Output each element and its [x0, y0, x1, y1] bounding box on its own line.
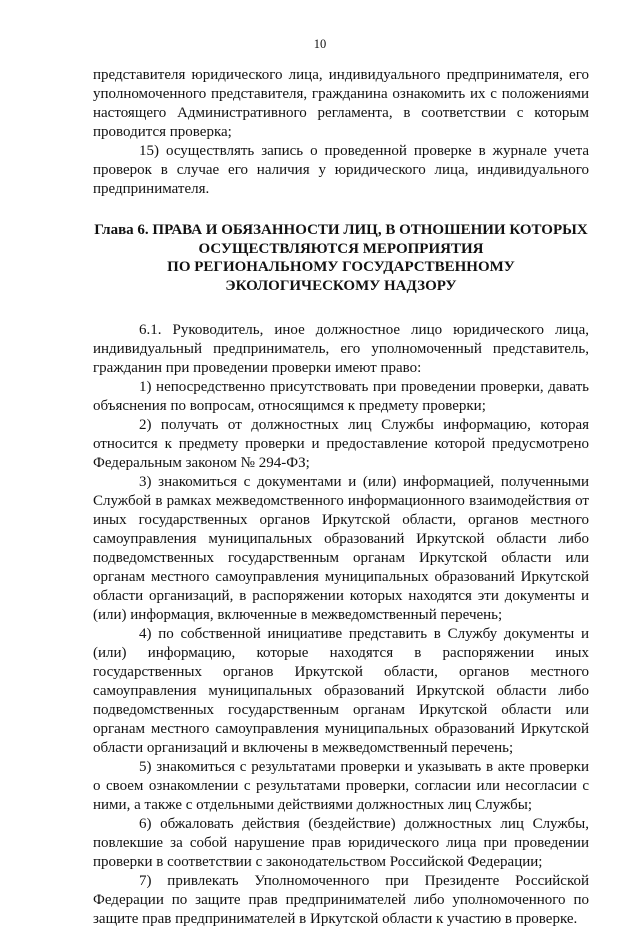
chapter-heading-line: ОСУЩЕСТВЛЯЮТСЯ МЕРОПРИЯТИЯ [198, 240, 484, 257]
section-paragraph: 7) привлекать Уполномоченного при Президенте Российской Федерации по защите прав предпринимателей либо уполномоченного по защите прав предпринимателей в Иркутской области к участию в проверке. [93, 873, 589, 927]
chapter-heading-line: ПО РЕГИОНАЛЬНОМУ ГОСУДАРСТВЕННОМУ [167, 259, 515, 275]
page-number: 10 [313, 37, 327, 51]
chapter-heading-line: ЭКОЛОГИЧЕСКОМУ НАДЗОРУ [225, 277, 457, 294]
section-paragraph: 6) обжаловать действия (бездействие) должностных лиц Службы, повлекшие за собой нарушение прав юридического лица при проведении проверки в соответствии с законодательством Российской Федерации; [93, 816, 589, 870]
chapter-heading [93, 221, 589, 295]
section-paragraph: 6.1. Руководитель, иное должностное лицо юридического лица, индивидуальный предприниматель, его уполномоченный представитель, гражданин при проведении проверки имеют право: [93, 322, 589, 376]
continuation-paragraph: 15) осуществлять запись о проведенной проверке в журнале учета проверок в случае его наличия у юридического лица, индивидуального предпринимателя. [93, 143, 589, 197]
section-paragraph: 4) по собственной инициативе представить в Службу документы и (или) информацию, которые находятся в распоряжении иных государственных органов Иркутской области, органов местного самоуправления муниципальных образований Иркутской области либо подведомственных государственным органам Иркутской области или органам местного самоуправления муниципальных образований Иркутской области организаций и включены в межведомственный перечень; [93, 626, 589, 756]
section-paragraph: 2) получать от должностных лиц Службы информацию, которая относится к предмету проверки и предоставление которой предусмотрено Федеральным законом № 294-ФЗ; [93, 417, 589, 471]
continuation-paragraph: представителя юридического лица, индивидуального предпринимателя, его уполномоченного представителя, гражданина ознакомить их с положениями настоящего Административного регламента, в соответствии с которым проводится проверка; [93, 67, 589, 140]
chapter-heading-line: Глава 6. ПРАВА И ОБЯЗАННОСТИ ЛИЦ, В ОТНОШЕНИИ КОТОРЫХ [94, 222, 588, 238]
section-paragraph: 1) непосредственно присутствовать при проведении проверки, давать объяснения по вопросам, относящимся к предмету проверки; [93, 379, 589, 414]
section-paragraph: 3) знакомиться с документами и (или) информацией, полученными Службой в рамках межведомственного информационного взаимодействия от иных государственных органов Иркутской области, органов местного самоуправления муниципальных образований Иркутской области либо подведомственных государственным органам Иркутской области или органам местного самоуправления муниципальных образований Иркутской области организаций, в распоряжении которых находятся эти документы и (или) информация, включенные в межведомственный перечень; [93, 474, 589, 623]
section-paragraph: 5) знакомиться с результатами проверки и указывать в акте проверки о своем ознакомлении с результатами проверки, согласии или несогласии с ними, а также с отдельными действиями должностных лиц Службы; [93, 759, 589, 813]
page-content [93, 66, 589, 929]
